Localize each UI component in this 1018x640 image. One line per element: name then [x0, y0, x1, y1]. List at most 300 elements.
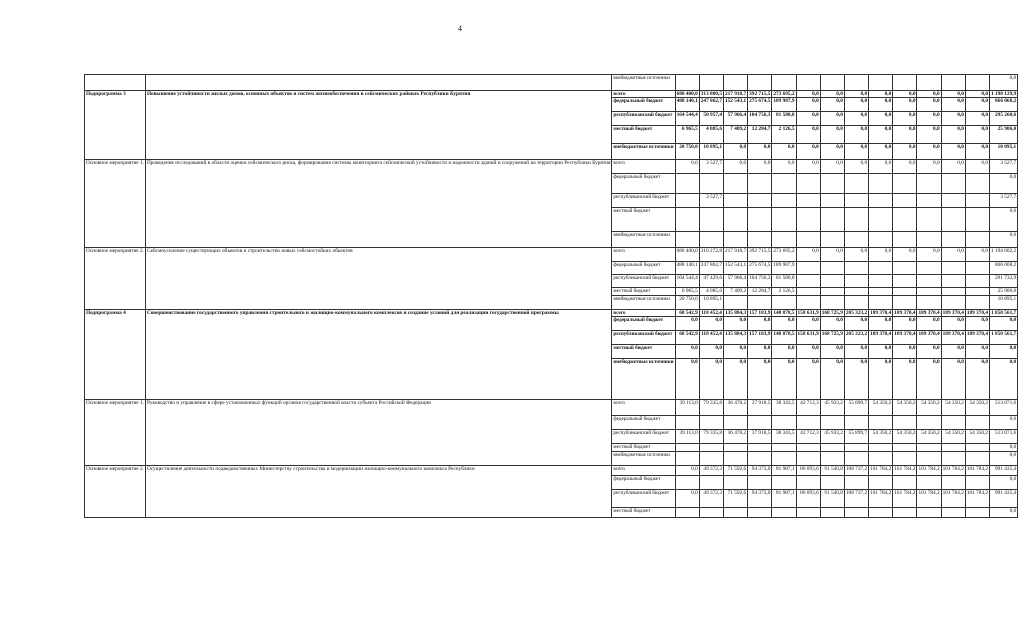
year-value: [748, 174, 772, 194]
year-value: [917, 415, 941, 429]
year-value: [723, 415, 747, 429]
year-value: 0,0: [869, 248, 893, 262]
year-value: [844, 288, 868, 295]
funding-source: всего: [612, 399, 675, 415]
year-value: [941, 232, 965, 248]
year-value: 2 126,5: [772, 288, 796, 295]
year-value: [748, 475, 772, 489]
year-value: 148 878,5: [773, 309, 795, 316]
year-value: 0,0: [893, 316, 917, 330]
funding-source: федеральный бюджет: [612, 174, 675, 194]
year-value: 0,0: [917, 248, 941, 262]
year-value: 0,0: [796, 160, 820, 174]
row-name: Проведение исследований в области оценки сейсмического риска, формирования системы мониторинга сейсмической устойчивости и надежности зданий и сооружений на территории Республики Бурятия: [145, 160, 611, 248]
year-value: [869, 75, 893, 91]
year-value: [675, 507, 699, 517]
year-value: 0,0: [772, 344, 796, 358]
year-value: [723, 443, 747, 451]
year-value: [675, 451, 699, 465]
year-value: 42 712,3: [796, 399, 820, 415]
row-name: Руководство и управление в сфере установленных функций органов государственной власти субъекта Российской Федерации: [145, 399, 611, 465]
funding-source: всего: [612, 91, 675, 98]
year-value: 152 543,1: [723, 262, 747, 275]
year-value: [796, 475, 820, 489]
funding-source: республиканский бюджет: [612, 489, 675, 507]
year-value: [796, 262, 820, 275]
total-value: 10 895,1: [990, 295, 1018, 309]
total-value: 0,0: [990, 358, 1018, 399]
year-value: 0,0: [844, 160, 868, 174]
year-value: [820, 415, 844, 429]
year-value: 54 350,2: [917, 399, 941, 415]
year-value: 10 895,1: [699, 295, 723, 309]
year-value: [699, 232, 723, 248]
year-value: 0,0: [917, 358, 941, 399]
funding-source: местный бюджет: [612, 126, 675, 144]
total-value: 1 850 561,7: [990, 330, 1018, 344]
year-value: [723, 75, 747, 91]
year-value: 54 350,2: [941, 429, 965, 443]
year-value: 0,0: [820, 344, 844, 358]
year-value: 0,0: [748, 316, 772, 330]
year-value: 0,0: [965, 144, 989, 160]
year-value: [748, 75, 772, 91]
year-value: 157 183,9: [749, 309, 771, 316]
funding-source: федеральный бюджет: [612, 262, 675, 275]
year-value: 0,0: [917, 91, 941, 98]
row-code: [85, 75, 146, 91]
year-value: [941, 295, 965, 309]
funding-source: местный бюджет: [612, 443, 675, 451]
year-value: [917, 275, 941, 288]
year-value: 0,0: [941, 160, 965, 174]
year-value: 101 784,2: [893, 465, 917, 475]
year-value: 0,0: [723, 344, 747, 358]
year-value: 37 918,5: [748, 399, 772, 415]
table-row: [85, 309, 1018, 316]
year-value: [869, 475, 893, 489]
funding-source: всего: [612, 465, 675, 475]
funding-source: всего: [612, 309, 675, 316]
year-value: [893, 288, 917, 295]
year-value: [893, 415, 917, 429]
year-value: [844, 275, 868, 288]
year-value: [723, 232, 747, 248]
year-value: 0,0: [748, 160, 772, 174]
year-value: [675, 75, 699, 91]
year-value: [941, 475, 965, 489]
year-value: [675, 174, 699, 194]
year-value: 0,0: [796, 316, 820, 330]
year-value: 392 715,5: [749, 91, 771, 97]
funding-source: внебюджетные источники: [612, 232, 675, 248]
year-value: [965, 262, 989, 275]
year-value: [844, 262, 868, 275]
year-value: 0,0: [796, 358, 820, 399]
funding-source: республиканский бюджет: [612, 330, 675, 344]
year-value: [965, 451, 989, 465]
year-value: 104 756,3: [748, 275, 772, 288]
year-value: [772, 208, 796, 232]
year-value: 49 372,3: [699, 465, 723, 475]
year-value: 0,0: [772, 316, 796, 330]
year-value: 0,0: [965, 344, 989, 358]
year-value: [869, 451, 893, 465]
year-value: 108 737,2: [844, 465, 868, 475]
year-value: [844, 451, 868, 465]
year-value: [820, 443, 844, 451]
year-value: [772, 415, 796, 429]
total-value: 866 068,2: [990, 262, 1018, 275]
year-value: 0,0: [917, 316, 941, 330]
year-value: [941, 275, 965, 288]
year-value: [844, 208, 868, 232]
year-value: [748, 451, 772, 465]
year-value: 0,0: [844, 144, 868, 160]
year-value: 0,0: [699, 316, 723, 330]
year-value: 189 370,4: [894, 309, 916, 316]
year-value: 101 784,2: [893, 489, 917, 507]
funding-source: внебюджетные источники: [612, 144, 675, 160]
year-value: [699, 507, 723, 517]
funding-source: местный бюджет: [612, 507, 675, 517]
year-value: 0,0: [893, 91, 917, 98]
year-value: 0,0: [844, 126, 868, 144]
total-value: 1 194 602,2: [990, 248, 1018, 262]
year-value: [699, 451, 723, 465]
year-value: [723, 194, 747, 208]
year-value: 37 918,5: [748, 429, 772, 443]
year-value: 0,0: [844, 248, 868, 262]
year-value: [965, 507, 989, 517]
row-name: Повышение устойчивости жилых домов, основных объектов и систем жизнеобеспечения в сейсмических районах Республики Бурятия: [145, 91, 611, 160]
year-value: 189 370,4: [917, 330, 941, 344]
year-value: 168 725,9: [821, 309, 843, 316]
year-value: 152 543,1: [723, 98, 747, 112]
year-value: [772, 443, 796, 451]
row-code: Подпрограмма 3: [85, 91, 146, 160]
year-value: 39 113,0: [675, 429, 699, 443]
year-value: [869, 288, 893, 295]
year-value: 20 750,0: [675, 144, 699, 160]
year-value: 79 335,8: [699, 399, 723, 415]
year-value: 0,0: [820, 126, 844, 144]
year-value: [917, 507, 941, 517]
year-value: [917, 262, 941, 275]
year-value: 0,0: [941, 248, 965, 262]
year-value: [796, 232, 820, 248]
year-value: 0,0: [772, 160, 796, 174]
year-value: 0,0: [772, 358, 796, 399]
year-value: 164 544,4: [675, 112, 699, 126]
year-value: [893, 275, 917, 288]
year-value: 0,0: [893, 126, 917, 144]
year-value: 91 540,8: [820, 489, 844, 507]
year-value: [917, 208, 941, 232]
year-value: [869, 232, 893, 248]
year-value: 0,0: [772, 144, 796, 160]
year-value: 0,0: [917, 126, 941, 144]
year-value: [893, 262, 917, 275]
total-value: 0,0: [990, 451, 1018, 465]
row-name: [145, 75, 611, 91]
row-name: Осуществление деятельности подведомственных Министерству строительства и модернизации жилищно-коммунального комплекса Республики: [145, 465, 611, 517]
year-value: 148 878,5: [772, 330, 796, 344]
year-value: 0,0: [796, 91, 820, 98]
year-value: [675, 443, 699, 451]
year-value: 0,0: [796, 98, 820, 112]
year-value: [965, 232, 989, 248]
year-value: 0,0: [675, 160, 699, 174]
year-value: 392 715,5: [748, 248, 772, 262]
table-row: [85, 399, 1018, 415]
total-value: 0,0: [990, 507, 1018, 517]
year-value: [917, 443, 941, 451]
total-value: 991 435,4: [990, 465, 1018, 475]
year-value: 101 784,2: [869, 489, 893, 507]
table-row: [85, 75, 1018, 91]
year-value: 0,0: [796, 112, 820, 126]
year-value: 54 350,2: [893, 399, 917, 415]
year-value: [965, 75, 989, 91]
year-value: 0,0: [675, 316, 699, 330]
year-value: 0,0: [820, 112, 844, 126]
total-value: 513 071,6: [990, 429, 1018, 443]
total-value: 866 068,2: [990, 98, 1018, 112]
year-value: 0,0: [869, 358, 893, 399]
year-value: [941, 288, 965, 295]
year-value: [869, 174, 893, 194]
year-value: 81 580,8: [772, 112, 796, 126]
year-value: 55 899,7: [844, 399, 868, 415]
year-value: 0,0: [917, 98, 941, 112]
total-value: 0,0: [990, 232, 1018, 248]
year-value: 0,0: [675, 489, 699, 507]
year-value: 81 987,1: [772, 489, 796, 507]
total-value: 513 071,6: [990, 399, 1018, 415]
year-value: 0,0: [869, 126, 893, 144]
year-value: [869, 295, 893, 309]
year-value: [723, 475, 747, 489]
year-value: 488 140,1: [675, 262, 699, 275]
year-value: [869, 443, 893, 451]
year-value: 118 452,4: [699, 330, 723, 344]
year-value: 108 737,2: [844, 489, 868, 507]
year-value: [965, 194, 989, 208]
year-value: [820, 174, 844, 194]
year-value: [675, 208, 699, 232]
year-value: 189 370,4: [918, 309, 940, 316]
year-value: 12 284,7: [748, 288, 772, 295]
year-value: 0,0: [965, 316, 989, 330]
year-value: 54 350,2: [941, 399, 965, 415]
year-value: 0,0: [723, 316, 747, 330]
row-code: Основное мероприятие 1.: [85, 399, 146, 465]
year-value: 0,0: [941, 344, 965, 358]
year-value: [844, 475, 868, 489]
year-value: [844, 75, 868, 91]
year-value: 55 899,7: [844, 429, 868, 443]
year-value: [869, 507, 893, 517]
year-value: 3 527,7: [699, 194, 723, 208]
year-value: 0,0: [869, 344, 893, 358]
year-value: 57 966,4: [723, 275, 747, 288]
funding-source: федеральный бюджет: [612, 316, 675, 330]
year-value: 0,0: [965, 358, 989, 399]
year-value: 0,0: [941, 358, 965, 399]
year-value: 68 542,9: [675, 330, 699, 344]
year-value: 0,0: [748, 144, 772, 160]
year-value: [772, 475, 796, 489]
year-value: 54 350,2: [869, 399, 893, 415]
year-value: 0,0: [893, 358, 917, 399]
year-value: 45 933,2: [820, 399, 844, 415]
year-value: 310 272,8: [699, 248, 723, 262]
year-value: 0,0: [941, 98, 965, 112]
funding-source: внебюджетные источники: [612, 358, 675, 399]
year-value: [748, 232, 772, 248]
year-value: [820, 288, 844, 295]
total-value: 0,0: [990, 75, 1018, 91]
year-value: [748, 507, 772, 517]
year-value: [941, 443, 965, 451]
year-value: 205 323,2: [844, 330, 868, 344]
year-value: 189 370,4: [942, 309, 964, 316]
year-value: 4 085,6: [699, 126, 723, 144]
year-value: 0,0: [965, 112, 989, 126]
year-value: [675, 475, 699, 489]
year-value: [965, 443, 989, 451]
year-value: 91 540,8: [820, 465, 844, 475]
year-value: [844, 443, 868, 451]
year-value: [893, 232, 917, 248]
year-value: [844, 295, 868, 309]
year-value: 0,0: [893, 248, 917, 262]
year-value: 0,0: [675, 358, 699, 399]
year-value: 86 093,6: [796, 465, 820, 475]
year-value: 0,0: [965, 91, 989, 98]
year-value: [820, 275, 844, 288]
year-value: 47 429,6: [699, 275, 723, 288]
year-value: 189 370,4: [941, 330, 965, 344]
year-value: [796, 75, 820, 91]
year-value: [844, 174, 868, 194]
year-value: [675, 194, 699, 208]
year-value: 0,0: [723, 358, 747, 399]
year-value: 45 933,2: [820, 429, 844, 443]
year-value: [772, 75, 796, 91]
year-value: 2 126,5: [772, 126, 796, 144]
funding-source: республиканский бюджет: [612, 275, 675, 288]
year-value: 189 370,4: [870, 309, 892, 316]
year-value: [820, 75, 844, 91]
funding-source: всего: [612, 160, 675, 174]
year-value: 0,0: [723, 160, 747, 174]
year-value: 135 884,3: [724, 309, 747, 316]
year-value: [723, 295, 747, 309]
year-value: [941, 451, 965, 465]
year-value: [820, 194, 844, 208]
year-value: [917, 475, 941, 489]
year-value: 0,0: [893, 344, 917, 358]
year-value: 38 343,5: [772, 399, 796, 415]
year-value: 273 695,2: [772, 248, 796, 262]
year-value: 680 400,0: [675, 248, 699, 262]
row-code: Подпрограмма 4: [85, 309, 146, 399]
year-value: 54 350,2: [965, 429, 989, 443]
year-value: [699, 443, 723, 451]
year-value: [723, 451, 747, 465]
year-value: [796, 275, 820, 288]
year-value: 0,0: [844, 344, 868, 358]
year-value: 680 400,0: [676, 91, 698, 97]
year-value: 157 183,9: [748, 330, 772, 344]
year-value: 189 370,4: [965, 330, 989, 344]
year-value: [796, 443, 820, 451]
year-value: [723, 174, 747, 194]
year-value: [844, 232, 868, 248]
row-code: Основное мероприятие 2.: [85, 465, 146, 517]
year-value: 0,0: [917, 112, 941, 126]
year-value: [941, 262, 965, 275]
year-value: 0,0: [844, 91, 868, 98]
year-value: 0,0: [917, 344, 941, 358]
year-value: 0,0: [893, 144, 917, 160]
year-value: 0,0: [893, 98, 917, 112]
year-value: [893, 451, 917, 465]
year-value: 0,0: [869, 144, 893, 160]
year-value: [796, 295, 820, 309]
year-value: 6 965,5: [675, 126, 699, 144]
year-value: 217 918,7: [723, 248, 747, 262]
year-value: [941, 415, 965, 429]
year-value: 273 695,2: [773, 91, 795, 97]
year-value: 164 544,4: [675, 275, 699, 288]
year-value: [965, 475, 989, 489]
funding-source: федеральный бюджет: [612, 475, 675, 489]
year-value: [941, 194, 965, 208]
year-value: 275 674,5: [748, 262, 772, 275]
year-value: [893, 443, 917, 451]
year-value: 0,0: [869, 98, 893, 112]
year-value: 488 140,1: [675, 98, 699, 112]
year-value: 0,0: [965, 160, 989, 174]
year-value: 247 862,7: [699, 98, 723, 112]
year-value: 0,0: [699, 358, 723, 399]
year-value: 39 113,0: [675, 399, 699, 415]
year-value: 0,0: [820, 358, 844, 399]
year-value: 3 527,7: [699, 160, 723, 174]
year-value: 0,0: [675, 465, 699, 475]
year-value: [917, 75, 941, 91]
year-value: [941, 507, 965, 517]
year-value: [869, 194, 893, 208]
year-value: [917, 295, 941, 309]
year-value: [772, 295, 796, 309]
funding-source: всего: [612, 248, 675, 262]
year-value: 7 409,2: [723, 288, 747, 295]
year-value: [869, 415, 893, 429]
year-value: 54 350,2: [917, 429, 941, 443]
year-value: 94 373,0: [748, 465, 772, 475]
total-value: 0,0: [990, 475, 1018, 489]
year-value: [820, 507, 844, 517]
year-value: [965, 415, 989, 429]
year-value: 0,0: [869, 316, 893, 330]
year-value: [869, 262, 893, 275]
year-value: 0,0: [820, 160, 844, 174]
year-value: 101 784,2: [917, 465, 941, 475]
